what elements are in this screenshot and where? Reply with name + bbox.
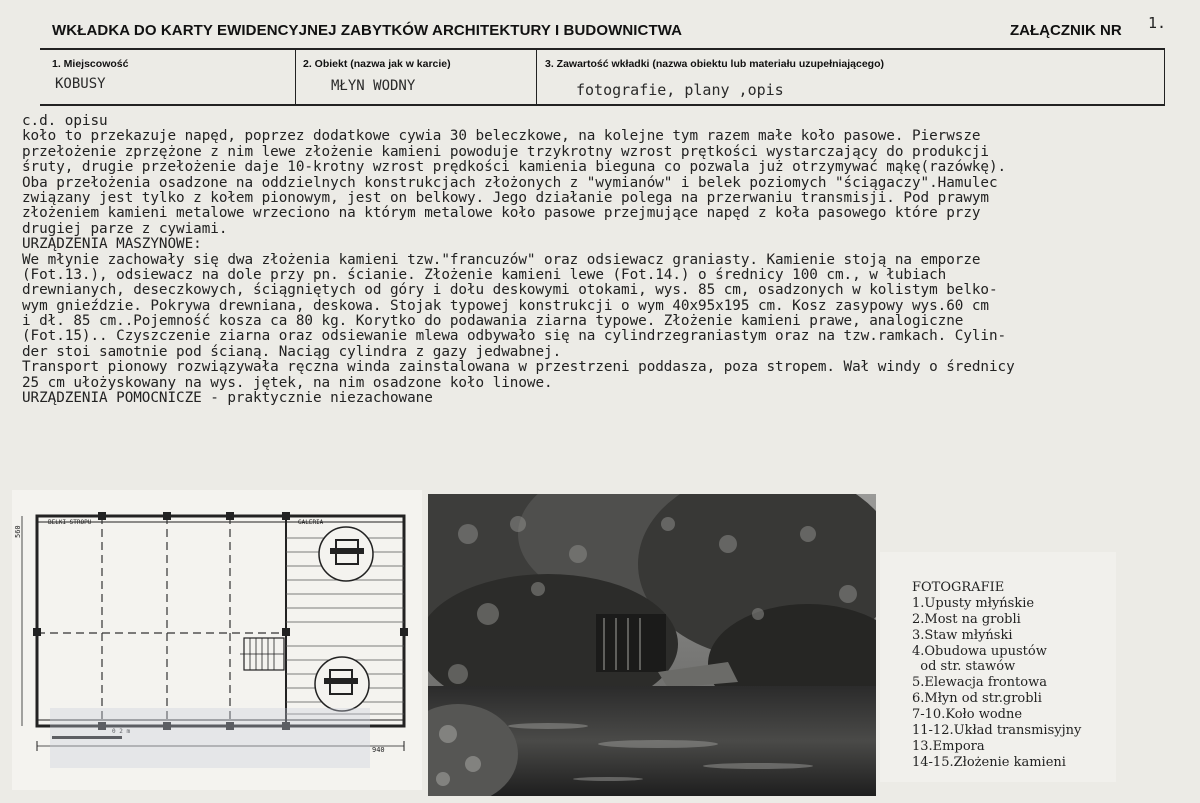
caption-item: 1.Upusty młyńskie — [912, 595, 1035, 611]
text-line: (Fot.13.), odsiewacz na dole przy pn. ścianie. Złożenie kamieni lewe (Fot.14.) o średnicy 100 cm., w łubiach — [22, 266, 947, 283]
photo-captions — [912, 580, 1081, 771]
field-location-label: 1. Miejscowość — [52, 58, 129, 70]
text-line: Transport pionowy rozwiązywała ręczna winda zainstalowana w przestrzeni poddasza, poza stropem. Wał windy o średnicy — [22, 359, 1015, 376]
header-rule-bottom — [40, 104, 1165, 106]
caption-item: 5.Elewacja frontowa — [912, 675, 1047, 691]
text-line: drugiej parze z cywiami. — [22, 220, 228, 237]
text-line: koło to przekazuje napęd, poprzez dodatkowe cywia 30 beleczkowe, na kolejne tym razem małe koło pasowe. Pierwsze — [22, 128, 981, 145]
text-line: drewnianych, deseczkowych, ściągniętych od góry i dołu deskowymi otokami, wys. 85 cm, osadzonych w kolistym belko- — [22, 282, 998, 299]
text-line: związany jest tylko z kołem pionowym, jest on belkowy. Jego działanie polega na przerwaniu transmisji. Pod prawym — [22, 189, 989, 206]
mill-race-photo — [428, 494, 876, 796]
caption-item: 11-12.Układ transmisyjny — [912, 723, 1082, 739]
text-line: der stoi samotnie pod ścianą. Naciąg cylindra z gazy jedwabnej. — [22, 343, 562, 360]
text-line: wym gnieździe. Pokrywa drewniana, deskowa. Stojak typowej konstrukcji o wym 40x95x195 cm. Kosz zasypowy wys.60 cm — [22, 297, 989, 314]
caption-item: od str. stawów — [912, 659, 1016, 675]
field-divider-1 — [295, 49, 296, 105]
plan-dimension-bottom: 940 — [372, 746, 385, 754]
field-location-value: KOBUSY — [55, 76, 106, 92]
annex-label: ZAŁĄCZNIK NR — [1010, 22, 1122, 39]
field-object-value: MŁYN WODNY — [331, 78, 416, 94]
field-object-label: 2. Obiekt (nazwa jak w karcie) — [303, 58, 451, 70]
section-heading: URZĄDZENIA MASZYNOWE: — [22, 236, 202, 253]
faded-form-overlay — [50, 708, 370, 768]
sheet-title: WKŁADKA DO KARTY EWIDENCYJNEJ ZABYTKÓW ARCHITEKTURY I BUDOWNICTWA — [52, 22, 683, 39]
photo-svg — [428, 494, 876, 796]
header-rule-right — [1164, 49, 1165, 105]
field-divider-2 — [536, 49, 537, 105]
text-line: przełożenie zprzężone z nim lewe złożenie kamieni powoduje trzykrotny wzrost prętkości wystarczający do produkcji — [22, 143, 989, 160]
field-content-label: 3. Zawartość wkładki (nazwa obiektu lub materiału uzupełniającego) — [545, 58, 884, 70]
text-line: złożeniem kamieni metalowe wrzeciono na którym metalowe koło pasowe przejmujące napęd z koła pasowego które przy — [22, 205, 981, 222]
caption-item: 3.Staw młyński — [912, 627, 1013, 643]
plan-label-gallery: GALERIA — [298, 519, 324, 526]
description-text — [22, 114, 1182, 406]
section-heading: URZĄDZENIA POMOCNICZE - praktycznie niezachowane — [22, 390, 433, 407]
caption-item: 2.Most na grobli — [912, 611, 1021, 627]
text-line: c.d. opisu — [22, 113, 108, 129]
caption-item: 4.Obudowa upustów — [912, 643, 1047, 659]
caption-item: 14-15.Złożenie kamieni — [912, 754, 1066, 770]
field-content-value: fotografie, plany ,opis — [576, 81, 784, 99]
header-rule-top — [40, 48, 1165, 50]
captions-heading: FOTOGRAFIE — [912, 580, 1005, 595]
caption-item: 13.Empora — [912, 738, 985, 754]
text-line: We młynie zachowały się dwa złożenia kamieni tzw."francuzów" oraz odsiewacz graniasty. Kamienie stoją na emporze — [22, 251, 981, 268]
text-line: (Fot.15).. Czyszczenie ziarna oraz odsiewanie mlewa odbywało się na cylindrzegraniastym oraz na tzw.ramkach. Cylin- — [22, 328, 1007, 345]
annex-number: 1. — [1148, 14, 1167, 32]
caption-item: 7-10.Koło wodne — [912, 707, 1023, 723]
text-line: 25 cm ułożyskowany na wys. jętek, na nim osadzone koło linowe. — [22, 374, 553, 391]
text-line: Oba przełożenia osadzone na oddzielnych konstrukcjach złożonych z "wymianów" i belek poziomych "ściągaczy".Hamulec — [22, 174, 998, 191]
plan-scale-label: 0 2 m — [112, 728, 131, 735]
text-line: i dł. 85 cm..Pojemność kosza ca 80 kg. Korytko do podawania ziarna typowe. Złożenie kamieni prawe, analogiczne — [22, 313, 964, 330]
caption-item: 6.Młyn od str.grobli — [912, 691, 1042, 707]
plan-label-beams: BELKI STROPU — [48, 519, 92, 526]
plan-dimension-left: 560 — [14, 525, 22, 538]
text-line: śruty, drugie przełożenie daje 10-krotny wzrost prędkości kamienia bieguna co pozwala już otrzymywać mąkę(razówkę). — [22, 159, 1007, 176]
